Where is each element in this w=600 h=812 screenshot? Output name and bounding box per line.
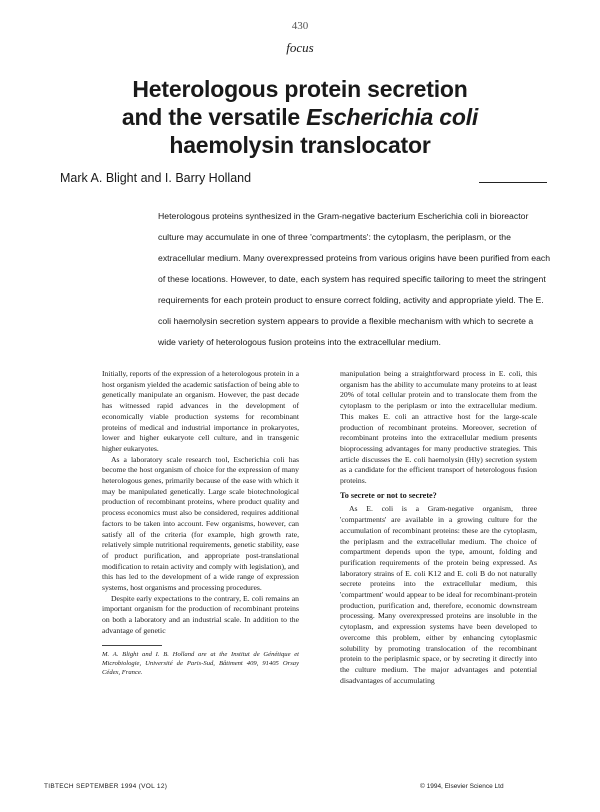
copyright-footer: © 1994, Elsevier Science Ltd bbox=[420, 783, 504, 790]
title-line-1: Heterologous protein secretion bbox=[132, 76, 468, 102]
body-paragraph-5: As E. coli is a Gram-negative organism, three 'compartments' are available in a growing culture for the accumulation of recombinant proteins: these are the cytoplasm, the periplasm and the extracellular medium. The choice of compartment depends upon the type, amount, folding and purification requirements of the protein being expressed. As laboratory strains of E. coli K12 and E. coli B do not naturally secrete proteins into the extracellular medium, this 'compartment' would appear to be ideal for recombinant-protein production, purification and, therefore, economic downstream processing. Many overexpressed proteins are insoluble in the cytoplasm, and expression systems have been developed to overcome this problem, either by enhancing cytoplasmic solubility by promoting translocation of the recombinant protein to the periplasmic space, or by secreting it directly into the culture medium. The major advantages and potential disadvantages of accumulating bbox=[340, 504, 537, 685]
section-heading: To secrete or not to secrete? bbox=[340, 490, 437, 500]
page-number: 430 bbox=[291, 20, 309, 32]
journal-footer: TIBTECH SEPTEMBER 1994 (VOL 12) bbox=[44, 783, 168, 790]
right-column bbox=[340, 369, 537, 686]
body-paragraph-4: manipulation being a straightforward process in E. coli, this organism has the ability to accumulate many proteins to at least 20% of total cellular protein and to translocate them from the cytoplasm to the periplasm or into the extracellular medium. This makes E. coli an attractive host for the large-scale production of recombinant proteins. Moreover, secretion of recombinant proteins into the extracellular medium presents bioprocessing advantages for many productive strategies. This article discusses the E. coli haemolysin (Hly) secretion system as a candidate for the efficient transport of heterologous fusion proteins. bbox=[340, 369, 537, 486]
title-line-3: haemolysin translocator bbox=[169, 132, 431, 158]
body-paragraph-2: As a laboratory scale research tool, Escherichia coli has become the host organism of choice for the expression of many heterologous genes, primarily because of the ease with which it may be manipulated genetically. Large scale biotechnological production of recombinant proteins, where product quality and process economics must also be considered, requires additional factors to be taken into account. Few organisms, however, can satisfy all of the criteria (for example, high growth rate, relatively simple nutritional requirements, genetic stability, ease of product purification, and appropriate post-translational modification to retain activity and comply with legislation), and this has led to the development of a wide range of expression systems, host organisms and processing procedures. bbox=[102, 454, 299, 593]
author-affiliation-footnote: M. A. Blight and I. B. Holland are at the Institut de Génétique et Microbiologie, Université de Paris-Sud, Bâtiment 409, 91405 Orsay Cédex, France. bbox=[102, 650, 299, 676]
footnote-rule bbox=[102, 645, 162, 646]
abstract-text: Heterologous proteins synthesized in the Gram-negative bacterium Escherichia coli in bioreactor culture may accumulate in one of three 'compartments': the cytoplasm, the periplasm, or the extracellular medium. Many overexpressed proteins from various origins have been purified from each of these locations. However, to date, each system has required specific tailoring to meet the stringent requirements for each protein product to ensure correct folding, activity and appropriate yield. The E. coli haemolysin secretion system appears to provide a flexible mechanism with which to secrete a wide variety of heterologous fusion proteins into the extracellular medium. bbox=[158, 211, 551, 347]
title-organism-name: Escherichia coli bbox=[306, 104, 479, 130]
section-label: focus bbox=[286, 40, 314, 55]
abstract bbox=[158, 206, 553, 353]
title-line-2-text: and the versatile bbox=[121, 104, 307, 130]
title-line-2 bbox=[60, 103, 540, 131]
author-line: Mark A. Blight and I. Barry Holland bbox=[60, 171, 252, 185]
article-title bbox=[60, 75, 540, 159]
body-paragraph-3: Despite early expectations to the contrary, E. coli remains an important organism for the production of recombinant proteins on both a laboratory and an industrial scale. In addition to the advantage of genetic bbox=[102, 593, 299, 635]
left-column bbox=[102, 369, 299, 677]
body-paragraph-1: Initially, reports of the expression of a heterologous protein in a host organism yielded the academic satisfaction of being able to genetically manipulate an organism. However, the past decade has witnessed rapid advances in the development of economically viable production systems for recombinant proteins of medical and industrial importance in prokaryotes, lower and higher eukaryote cell culture, and in transgenic higher eukaryotes. bbox=[102, 369, 299, 453]
author-rule bbox=[479, 182, 547, 183]
